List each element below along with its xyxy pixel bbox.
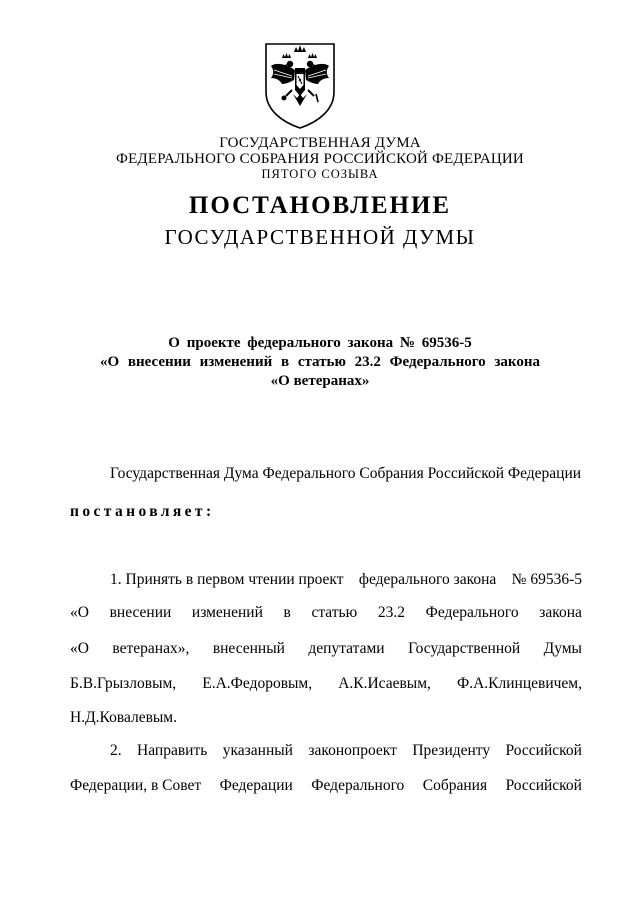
word: Российской xyxy=(505,742,582,759)
word: закона xyxy=(539,604,582,621)
word: федерального закона xyxy=(358,571,497,588)
word: Российской xyxy=(505,777,582,794)
preamble: Государственная Дума Федерального Собрания Российской Федерации xyxy=(110,465,582,482)
organization-line-2: ФЕДЕРАЛЬНОГО СОБРАНИЯ РОССИЙСКОЙ ФЕДЕРАЦИИ xyxy=(116,151,524,167)
word: изменений xyxy=(191,604,263,621)
document-subtitle: ГОСУДАРСТВЕННОЙ ДУМЫ xyxy=(164,225,476,249)
paragraph-1-line-1 xyxy=(110,571,582,589)
word: Государственной xyxy=(408,640,521,657)
paragraph-1-line-4 xyxy=(70,675,582,693)
word: Направить xyxy=(137,742,208,759)
paragraph-2-line-2 xyxy=(70,777,582,795)
word: законопроект xyxy=(308,742,397,759)
word: 23.2 xyxy=(377,604,405,621)
word: Ф.А.Клинцевичем, xyxy=(456,675,582,692)
word: в xyxy=(283,604,291,621)
word: «О xyxy=(70,604,89,621)
word: ветеранах», xyxy=(112,640,190,657)
word: Е.А.Федоровым, xyxy=(202,675,313,692)
subject-line-2: «О внесении изменений в статью 23.2 Федерального закона xyxy=(99,354,541,370)
word: № 69536-5 xyxy=(511,571,582,588)
word: А.К.Исаевым, xyxy=(338,675,431,692)
word: указанный xyxy=(222,742,293,759)
paragraph-1-line-2 xyxy=(70,604,582,622)
resolves-keyword: постановляет: xyxy=(70,503,215,520)
coat-of-arms-icon xyxy=(262,40,338,130)
document-type-title: ПОСТАНОВЛЕНИЕ xyxy=(188,192,452,219)
word: Думы xyxy=(543,640,582,657)
word: депутатами xyxy=(308,640,385,657)
paragraph-1-line-3 xyxy=(70,640,582,658)
paragraph-1-line-5: Н.Д.Ковалевым. xyxy=(70,709,177,726)
word: внесении xyxy=(109,604,172,621)
paragraph-2-line-1 xyxy=(110,742,582,760)
word: Федерации xyxy=(219,777,293,794)
word: «О xyxy=(70,640,89,657)
word: 2. xyxy=(110,742,122,759)
word: Федерального xyxy=(425,604,519,621)
subject-line-1: О проекте федерального закона № 69536-5 xyxy=(168,335,472,351)
convocation: ПЯТОГО СОЗЫВА xyxy=(261,167,379,181)
subject-line-3: «О ветеранах» xyxy=(270,373,370,389)
word: Президенту xyxy=(412,742,491,759)
organization-line-1: ГОСУДАРСТВЕННАЯ ДУМА xyxy=(219,135,421,151)
word: Федерального xyxy=(311,777,405,794)
word: статью xyxy=(311,604,358,621)
word: Федерации, в Совет xyxy=(70,777,202,794)
word: внесенный xyxy=(212,640,285,657)
word: Собрания xyxy=(422,777,488,794)
word: 1. Принять в первом чтении проект xyxy=(110,571,344,588)
word: Б.В.Грызловым, xyxy=(70,675,177,692)
